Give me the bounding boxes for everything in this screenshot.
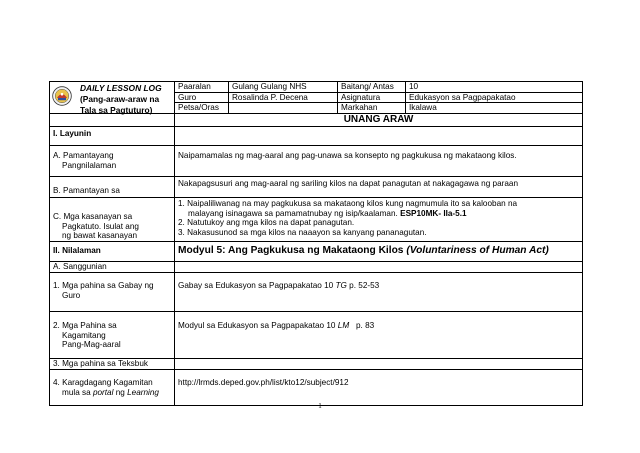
karagdagan-label-line1: 4. Karagdagang Kagamitan xyxy=(53,378,153,387)
kagamitan-label xyxy=(50,312,175,359)
module-title: Modyul 5: Ang Pagkukusa ng Makataong Kilos xyxy=(178,245,404,256)
header-label: Markahan xyxy=(338,103,406,114)
kasanayan-item-1: 1. Naipaliliwanag na may pagkukusa sa makataong kilos kung nagmumula ito sa kalooban na xyxy=(178,199,518,208)
page-number: 1 xyxy=(318,402,322,410)
blank-cell xyxy=(175,127,583,146)
kasanayan-item-3: 3. Nakasusunod sa mga kilos na naaayon sa kanyang pananagutan. xyxy=(178,227,427,237)
lesson-log-sheet xyxy=(49,81,582,406)
header-value: 10 xyxy=(406,82,583,93)
lesson-log-table xyxy=(49,81,583,406)
pamantayang-label xyxy=(50,146,175,177)
sanggunian-row xyxy=(50,262,583,273)
teksbuk-label: 3. Mga pahina sa Teksbuk xyxy=(50,359,175,370)
kagamitan-value-text: Modyul sa Edukasyon sa Pagpapakatao 10 xyxy=(178,321,336,330)
lesson-log-title xyxy=(80,83,162,116)
kagamitan-value-pages: p. 83 xyxy=(355,321,375,330)
gabay-value-pages: p. 52-53 xyxy=(349,281,380,290)
gabay-value xyxy=(175,273,583,312)
karagdagan-label-line2 xyxy=(53,388,171,398)
gabay-label-line2: Guro xyxy=(62,290,81,300)
header-label: Paaralan xyxy=(175,82,229,93)
kagamitan-value xyxy=(175,312,583,359)
karagdagan-value: http://lrmds.deped.gov.ph/list/kto12/subject/912 xyxy=(175,370,583,406)
header-value: Edukasyon sa Pagpapakatao xyxy=(406,92,583,103)
header-value: Ikalawa xyxy=(406,103,583,114)
kasanayan-item-1-text: malayang isinagawa sa pamamatnubay ng isip/kaalaman. xyxy=(188,208,398,218)
kasanayan-item-1-cont xyxy=(178,209,579,219)
kasanayan-label-line3: ng bawat kasanayan xyxy=(62,231,138,241)
karagdagan-ng: ng xyxy=(115,387,125,397)
sanggunian-label: A. Sanggunian xyxy=(50,262,175,273)
title-line-1: DAILY LESSON LOG xyxy=(80,83,162,93)
kagamitan-value-lm: LM xyxy=(337,321,350,330)
kasanayan-item-2: 2. Natutukoy ang mga kilos na dapat panagutan. xyxy=(178,218,355,228)
pamantayang-value: Naipamamalas ng mag-aaral ang pag-unawa sa konsepto ng pagkukusa ng makataong kilos. xyxy=(175,146,583,177)
karagdagan-mula-sa: mula sa xyxy=(62,387,91,397)
blank-cell xyxy=(175,359,583,370)
header-label: Guro xyxy=(175,92,229,103)
kagamitan-label-line2: Kagamitang xyxy=(62,330,106,340)
header-label: Asignatura xyxy=(338,92,406,103)
kagamitan-label-line3: Pang-Mag-aaral xyxy=(62,340,121,350)
header-value: Rosalinda P. Decena xyxy=(229,92,338,103)
pamantayang-label-line2: Pangnilalaman xyxy=(62,160,117,170)
title-line-3: Tala sa Pagtuturo) xyxy=(80,105,153,115)
karagdagan-label xyxy=(50,370,175,406)
kagamitan-label-line1: 2. Mga Pahina sa xyxy=(53,321,117,330)
blank-cell xyxy=(175,262,583,273)
deped-seal-icon xyxy=(52,86,72,106)
karagdagan-row xyxy=(50,370,583,406)
header-label: Petsa/Oras xyxy=(175,103,229,114)
pagganap-row xyxy=(50,177,583,198)
teksbuk-row xyxy=(50,359,583,370)
kagamitan-row xyxy=(50,312,583,359)
logo-title-cell xyxy=(50,82,175,114)
section-nilalaman: II. Nilalaman xyxy=(50,242,175,262)
pagganap-label: B. Pamantayan sa xyxy=(50,177,175,198)
gabay-label xyxy=(50,273,175,312)
competency-code: ESP10MK- IIa-5.1 xyxy=(400,208,467,218)
header-label: Baitang/ Antas xyxy=(338,82,406,93)
gabay-value-text: Gabay sa Edukasyon sa Pagpapakatao 10 xyxy=(178,281,334,290)
nilalaman-row xyxy=(50,242,583,262)
title-line-2: (Pang-araw-araw na xyxy=(80,94,160,104)
pamantayang-label-line1: A. Pamantayang xyxy=(53,151,114,160)
layunin-row xyxy=(50,127,583,146)
section-layunin: I. Layunin xyxy=(50,127,175,146)
kasanayan-row xyxy=(50,198,583,242)
karagdagan-learning: Learning xyxy=(127,387,159,397)
gabay-value-tg: TG xyxy=(335,281,347,290)
pagganap-value: Nakapagsusuri ang mag-aaral ng sariling kilos na dapat panagutan at nakagagawa ng paraan xyxy=(175,177,583,198)
pamantayang-row xyxy=(50,146,583,177)
nilalaman-value xyxy=(175,242,583,262)
header-row-1 xyxy=(50,82,583,93)
gabay-label-line1: 1. Mga pahina sa Gabay ng xyxy=(53,281,154,290)
header-value: Gulang Gulang NHS xyxy=(229,82,338,93)
karagdagan-portal: portal xyxy=(92,387,114,397)
kasanayan-label xyxy=(50,198,175,242)
kasanayan-value xyxy=(175,198,583,242)
day-label: UNANG ARAW xyxy=(175,114,583,127)
kasanayan-label-line2: Pagkatuto. Isulat ang xyxy=(62,221,139,231)
module-subtitle: (Voluntariness of Human Act) xyxy=(406,245,549,256)
header-value xyxy=(229,103,338,114)
gabay-row xyxy=(50,273,583,312)
kasanayan-label-line1: C. Mga kasanayan sa xyxy=(53,212,133,222)
